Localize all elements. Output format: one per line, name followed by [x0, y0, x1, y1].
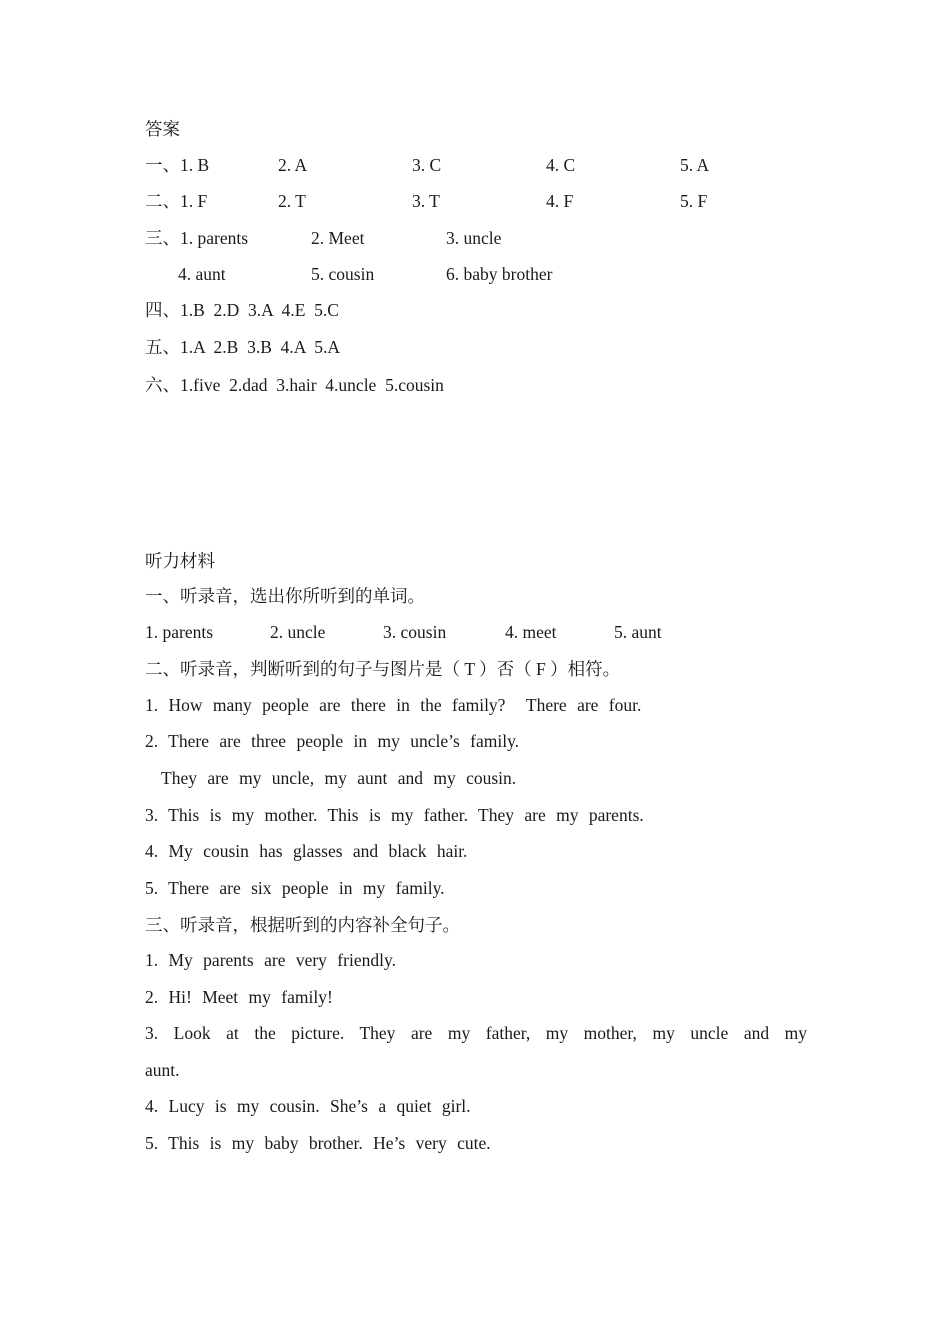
answer-cell: 6. baby brother [446, 264, 553, 284]
word-item: 2. uncle [270, 622, 326, 642]
sentence: 5. There are six people in my family. [145, 878, 445, 898]
answer-cell: 一、1. B [145, 155, 210, 175]
answer-cell: 5. F [680, 191, 708, 211]
section-2-heading: 二、听录音，判断听到的句子与图片是（ T ）否（ F ）相符。 [145, 659, 621, 679]
sentence: 3. This is my mother. This is my father. They are my parents. [145, 805, 644, 825]
word-item: 4. meet [505, 622, 557, 642]
sentence: 3. Look at the picture. They are my father, my mother, my uncle and my [145, 1023, 807, 1043]
answer-cell: 5. cousin [311, 264, 375, 284]
answer-row-1 [145, 157, 845, 179]
word-item: 1. parents [145, 622, 214, 642]
answer-cell: 2. T [278, 191, 306, 211]
answer-cell: 4. C [546, 155, 576, 175]
sentence: 2. Hi! Meet my family! [145, 987, 333, 1007]
answer-row-2 [145, 193, 845, 215]
sentence: 5. This is my baby brother. He’s very cute. [145, 1133, 491, 1153]
section-1-heading: 一、听录音，选出你所听到的单词。 [145, 586, 425, 606]
word-item: 5. aunt [614, 622, 662, 642]
word-item: 3. cousin [383, 622, 447, 642]
sentence: 1. How many people are there in the family? There are four. [145, 695, 642, 715]
sentence: 1. My parents are very friendly. [145, 950, 396, 970]
answer-cell: 三、1. parents [145, 228, 249, 248]
answer-cell: 4. F [546, 191, 574, 211]
answer-cell: 2. Meet [311, 228, 365, 248]
answer-row-5: 五、1.A 2.B 3.B 4.A 5.A [145, 337, 340, 357]
sentence: 2. There are three people in my uncle’s family. [145, 731, 520, 751]
answer-row-6: 六、1.five 2.dad 3.hair 4.uncle 5.cousin [145, 375, 444, 395]
answer-row-3 [145, 230, 845, 252]
answer-row-4: 四、1.B 2.D 3.A 4.E 5.C [145, 300, 339, 320]
answer-row-3b [145, 266, 845, 288]
answer-cell: 二、1. F [145, 191, 208, 211]
sentence-continuation: aunt. [145, 1060, 180, 1080]
section-3-heading: 三、听录音，根据听到的内容补全句子。 [145, 915, 460, 935]
answer-cell: 3. C [412, 155, 442, 175]
listening-title: 听力材料 [145, 551, 215, 571]
sentence: 4. My cousin has glasses and black hair. [145, 841, 468, 861]
answer-cell: 3. uncle [446, 228, 502, 248]
answer-cell: 2. A [278, 155, 308, 175]
answer-cell: 3. T [412, 191, 440, 211]
section-1-items [145, 624, 845, 646]
answers-title: 答案 [145, 119, 180, 139]
sentence: They are my uncle, my aunt and my cousin. [161, 768, 517, 788]
answer-cell: 5. A [680, 155, 710, 175]
sentence: 4. Lucy is my cousin. She’s a quiet girl. [145, 1096, 471, 1116]
answer-cell: 4. aunt [178, 264, 226, 284]
